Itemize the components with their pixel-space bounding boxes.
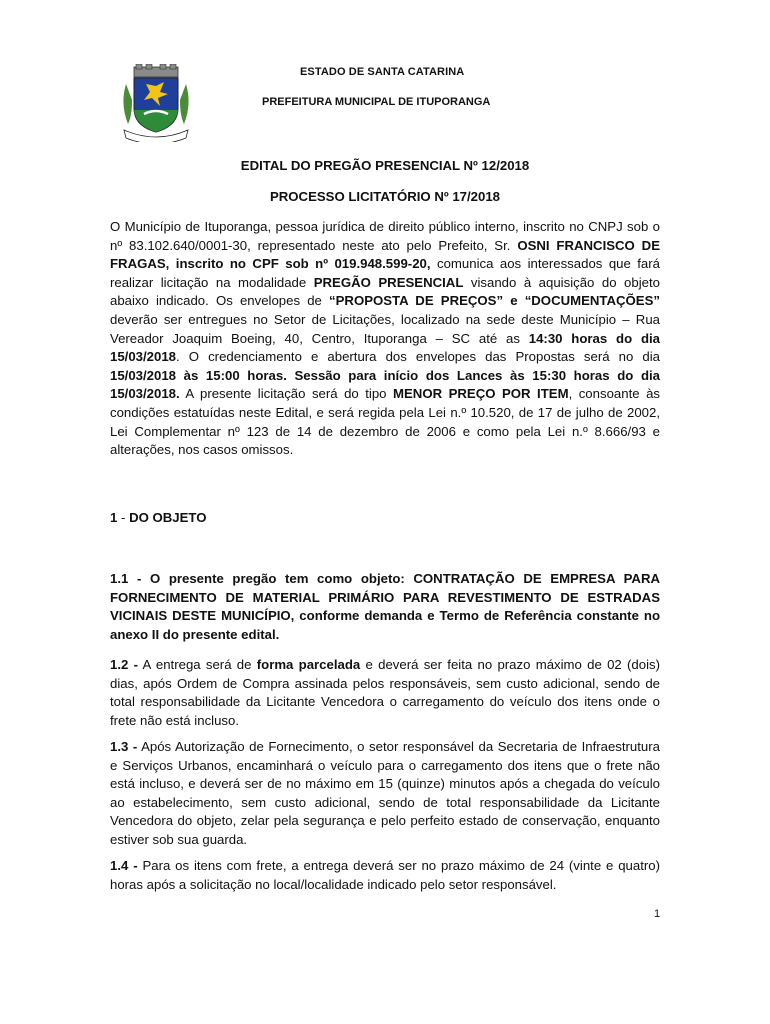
text-run: PREGÃO PRESENCIAL [313,274,464,290]
text-run: OSNI FRANCISCO DE FRAGAS, inscrito no CPF sob nº 019.948.599-20, [110,237,661,272]
processo-title: PROCESSO LICITATÓRIO Nº 17/2018 [269,189,501,204]
section-heading-objeto [110,510,207,525]
text-run: MENOR PREÇO POR ITEM [393,386,569,402]
section-title: DO OBJETO [129,510,207,525]
text-run: A presente licitação será do tipo [179,386,394,402]
text-run: 1.3 - [110,739,138,754]
text-run: 1.2 - [110,657,138,672]
municipal-crest-icon [120,64,192,142]
document-header [110,58,670,138]
text-run: visando à aquisição do objeto abaixo indicado. Os envelopes de [110,274,660,309]
text-run: forma parcelada [256,657,361,672]
text-run: A entrega será de [138,657,257,672]
text-run: 15/03/2018 às 15:00 horas. Sessão para início dos Lances às 15:30 horas do dia 15/03/2018. [110,367,660,402]
item-1-2 [110,656,660,730]
intro-paragraph [110,218,660,460]
item-1-1 [110,570,660,644]
section-dash: - [117,510,130,525]
edital-title: EDITAL DO PREGÃO PRESENCIAL Nº 12/2018 [240,158,530,173]
text-run: . O credenciamento e abertura dos envelopes das Propostas será no dia [176,349,660,365]
item-1-4 [110,857,660,894]
page-number: 1 [654,908,661,920]
text-run: “PROPOSTA DE PREÇOS” e “DOCUMENTAÇÕES” [329,293,660,309]
section-number: 1 [110,510,118,525]
text-run: 14:30 horas do dia 15/03/2018 [110,330,661,365]
text-run: Após Autorização de Fornecimento, o setor responsável da Secretaria de Infraestrutura e Serviços Urbanos, encaminhará o veículo para o carregamento dos itens que o frete não está incluso, e deverá ser de no máximo em 15 (quinze) minutos após a chegada do veículo ao estabelecimento, sem custo adicional, sendo de total responsabilidade da Licitante Vencedora do objeto, zelar pela segurança e pelo perfeito estado de conservação, enquanto estiver sob sua guarda. [110,739,660,847]
state-name: ESTADO DE SANTA CATARINA [300,66,465,78]
text-run: , consoante às condições estatuídas neste Edital, e será regida pela Lei n.º 10.520, de 17 de julho de 2002, Lei Complementar nº 123 de 14 de dezembro de 2006 e como pela Lei n.º 8.666/93 e alterações, nos casos omissos. [110,386,660,458]
text-run: Para os itens com frete, a entrega deverá ser no prazo máximo de 24 (vinte e quatro) horas após a solicitação no local/localidade indicado pelo setor responsável. [110,858,661,892]
text-run: comunica aos interessados que fará realizar licitação na modalidade [110,256,660,290]
text-run: e deverá ser feita no prazo máximo de 02 (dois) dias, após Ordem de Compra assinada pelos responsáveis, sem custo adicional, sendo de total responsabilidade da Licitante Vencedora o carregamento do veículo dos itens onde o frete não está incluso. [110,657,660,728]
item-1-3 [110,738,660,850]
prefecture-name: PREFEITURA MUNICIPAL DE ITUPORANGA [262,96,491,108]
text-run: O Município de Ituporanga, pessoa jurídica de direito público interno, inscrito no CNPJ sob o nº 83.102.640/0001-30, representado neste ato pelo Prefeito, Sr. [110,219,660,253]
text-run: deverão ser entregues no Setor de Licitações, localizado na sede deste Município – Rua Vereador Joaquim Boeing, 40, Centro, Ituporanga – SC até as [110,311,660,346]
text-run: 1.1 - O presente pregão tem como objeto: CONTRATAÇÃO DE EMPRESA PARA FORNECIMENTO DE MATERIAL PRIMÁRIO PARA REVESTIMENTO DE ESTRADAS VICINAIS DESTE MUNICÍPIO, conforme demanda e Termo de Referência constante no anexo II do presente edital. [110,571,660,642]
text-run: 1.4 - [110,858,138,873]
